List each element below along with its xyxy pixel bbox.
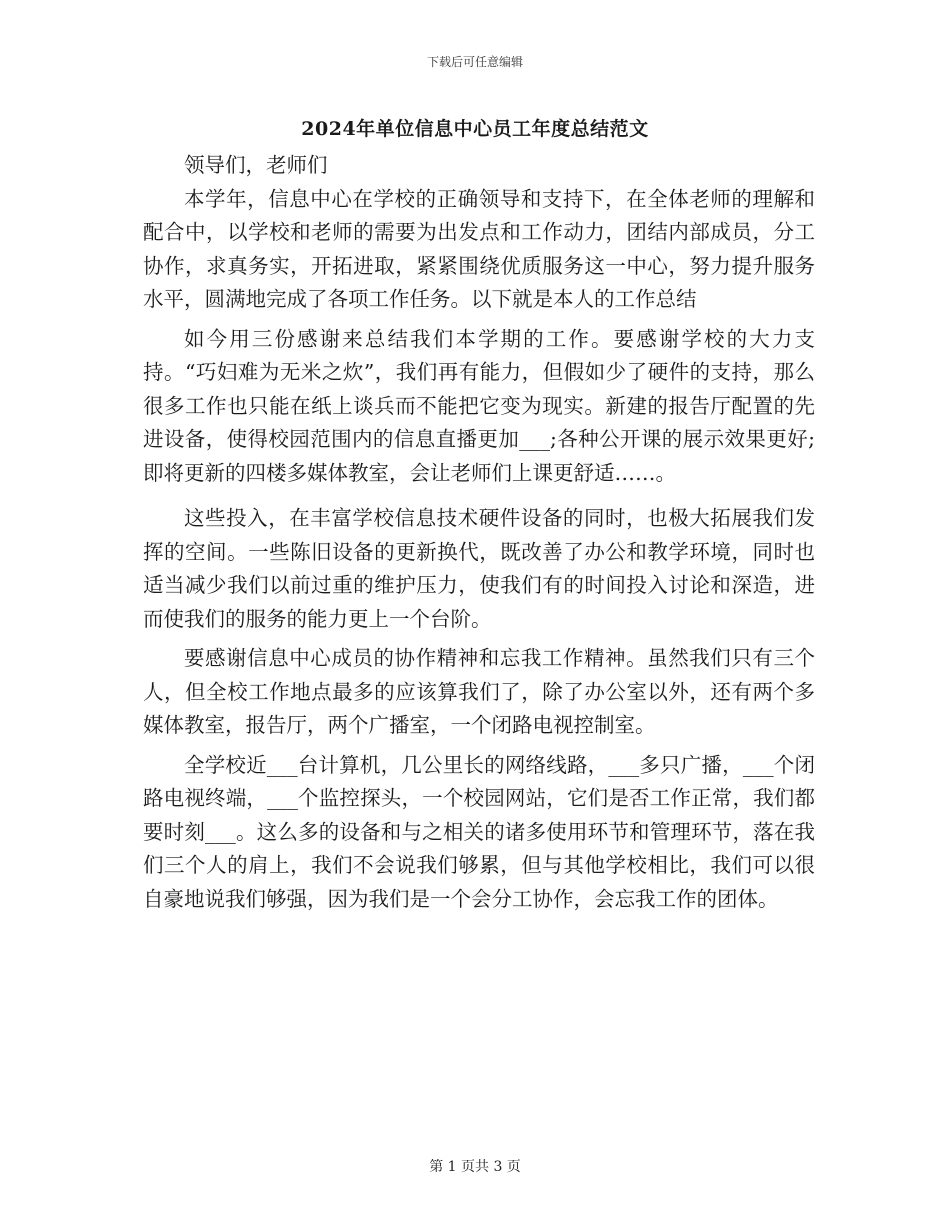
- body-paragraph: 本学年，信息中心在学校的正确领导和支持下，在全体老师的理解和配合中，以学校和老师的需要为出发点和工作动力，团结内部成员，分工协作，求真务实，开拓进取，紧紧围绕优质服务这一中心，努力提升服务水平，圆满地完成了各项工作任务。以下就是本人的工作总结: [143, 186, 815, 311]
- salutation-paragraph: 领导们，老师们: [184, 153, 328, 177]
- document-body: [143, 149, 815, 916]
- document-title: 2024年单位信息中心员工年度总结范文: [301, 118, 649, 140]
- body-paragraph: 全学校近___台计算机，几公里长的网络线路，___多只广播，___个闭路电视终端，___个监控探头，一个校园网站，它们是否工作正常，我们都要时刻___。这么多的设备和与之相关的诸多使用环节和管理环节，落在我们三个人的肩上，我们不会说我们够累，但与其他学校相比，我们可以很自豪地说我们够强，因为我们是一个会分工协作，会忘我工作的团体。: [143, 752, 815, 911]
- download-note: 下载后可任意编辑: [426, 55, 523, 69]
- body-paragraph: 这些投入，在丰富学校信息技术硬件设备的同时，也极大拓展我们发挥的空间。一些陈旧设备的更新换代，既改善了办公和教学环境，同时也适当减少我们以前过重的维护压力，使我们有的时间投入讨论和深造，进而使我们的服务的能力更上一个台阶。: [143, 506, 815, 631]
- body-paragraph: 要感谢信息中心成员的协作精神和忘我工作精神。虽然我们只有三个人，但全校工作地点最多的应该算我们了，除了办公室以外，还有两个多媒体教室，报告厅，两个广播室，一个闭路电视控制室。: [143, 646, 815, 737]
- body-paragraph: 如今用三份感谢来总结我们本学期的工作。要感谢学校的大力支持。“巧妇难为无米之炊”，我们再有能力，但假如少了硬件的支持，那么很多工作也只能在纸上谈兵而不能把它变为现实。新建的报告厅配置的先进设备，使得校园范围内的信息直播更加___;各种公开课的展示效果更好;即将更新的四楼多媒体教室，会让老师们上课更舒适……。: [143, 326, 815, 485]
- page-number: 第 1 页共 3 页: [429, 1159, 521, 1175]
